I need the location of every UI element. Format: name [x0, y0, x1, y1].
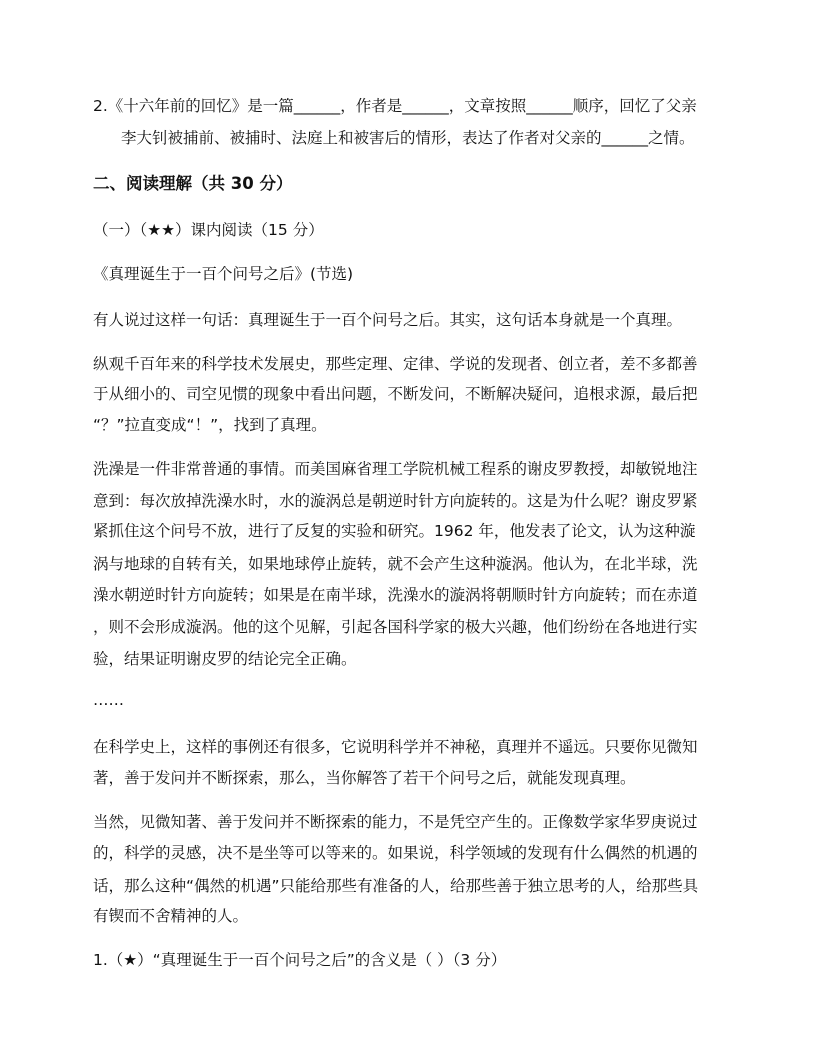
passage-title: 《真理诞生于一百个问号之后》(节选): [93, 265, 354, 283]
paragraph-3-line: 澡水朝逆时针方向旋转；如果是在南半球，洗澡水的漩涡将朝顺时针方向旋转；而在赤道: [93, 586, 698, 604]
paragraph-5-line: 有锲而不舍精神的人。: [93, 907, 249, 925]
paragraph-5-line: 的，科学的灵感，决不是坐等可以等来的。如果说，科学领域的发现有什么偶然的机遇的: [93, 844, 698, 862]
paragraph-4-line: 著，善于发问并不断探索，那么，当你解答了若干个问号之后，就能发现真理。: [93, 769, 636, 787]
paragraph-3-line: 洗澡是一件非常普通的事情。而美国麻省理工学院机械工程系的谢皮罗教授，却敏锐地注: [93, 460, 698, 478]
ellipsis: ……: [93, 691, 124, 709]
paragraph-3-line: 意到：每次放掉洗澡水时，水的漩涡总是朝逆时针方向旋转的。这是为什么呢？谢皮罗紧: [93, 492, 698, 510]
paragraph-1-line: 有人说过这样一句话：真理诞生于一百个问号之后。其实，这句话本身就是一个真理。: [93, 311, 683, 329]
paragraph-3-line: 验，结果证明谢皮罗的结论完全正确。: [93, 650, 357, 668]
paragraph-2-line: “？”拉直变成“！”，找到了真理。: [93, 416, 327, 434]
question-1: 1.（★）“真理诞生于一百个问号之后”的含义是（ ）（3 分）: [93, 951, 507, 969]
question-2-line-1: 2.《十六年前的回忆》是一篇______，作者是______，文章按照______顺序，回忆了父亲: [93, 97, 697, 115]
paragraph-3-line: ，则不会形成漩涡。他的这个见解，引起各国科学家的极大兴趣，他们纷纷在各地进行实: [93, 618, 698, 636]
paragraph-2-line: 纵观千百年来的科学技术发展史，那些定理、定律、学说的发现者、创立者，差不多都善: [93, 355, 698, 373]
paragraph-5-line: 话，那么这种“偶然的机遇”只能给那些有准备的人，给那些善于独立思考的人，给那些具: [93, 877, 699, 895]
paragraph-3-line: 涡与地球的自转有关，如果地球停止旋转，就不会产生这种漩涡。他认为，在北半球，洗: [93, 555, 698, 573]
subsection-title: （一）（★★）课内阅读（15 分）: [93, 221, 324, 239]
paragraph-4-line: 在科学史上，这样的事例还有很多，它说明科学并不神秘，真理并不遥远。只要你见微知: [93, 738, 698, 756]
paragraph-2-line: 于从细小的、司空见惯的现象中看出问题，不断发问，不断解决疑问，追根求源，最后把: [93, 385, 698, 403]
question-2-line-2: 李大钊被捕前、被捕时、法庭上和被害后的情形，表达了作者对父亲的______之情。: [121, 129, 695, 147]
section-heading: 二、阅读理解（共 30 分）: [93, 174, 293, 193]
paragraph-5-line: 当然，见微知著、善于发问并不断探索的能力，不是凭空产生的。正像数学家华罗庚说过: [93, 813, 698, 831]
paragraph-3-line: 紧抓住这个问号不放，进行了反复的实验和研究。1962 年，他发表了论文，认为这种漩: [93, 522, 696, 540]
